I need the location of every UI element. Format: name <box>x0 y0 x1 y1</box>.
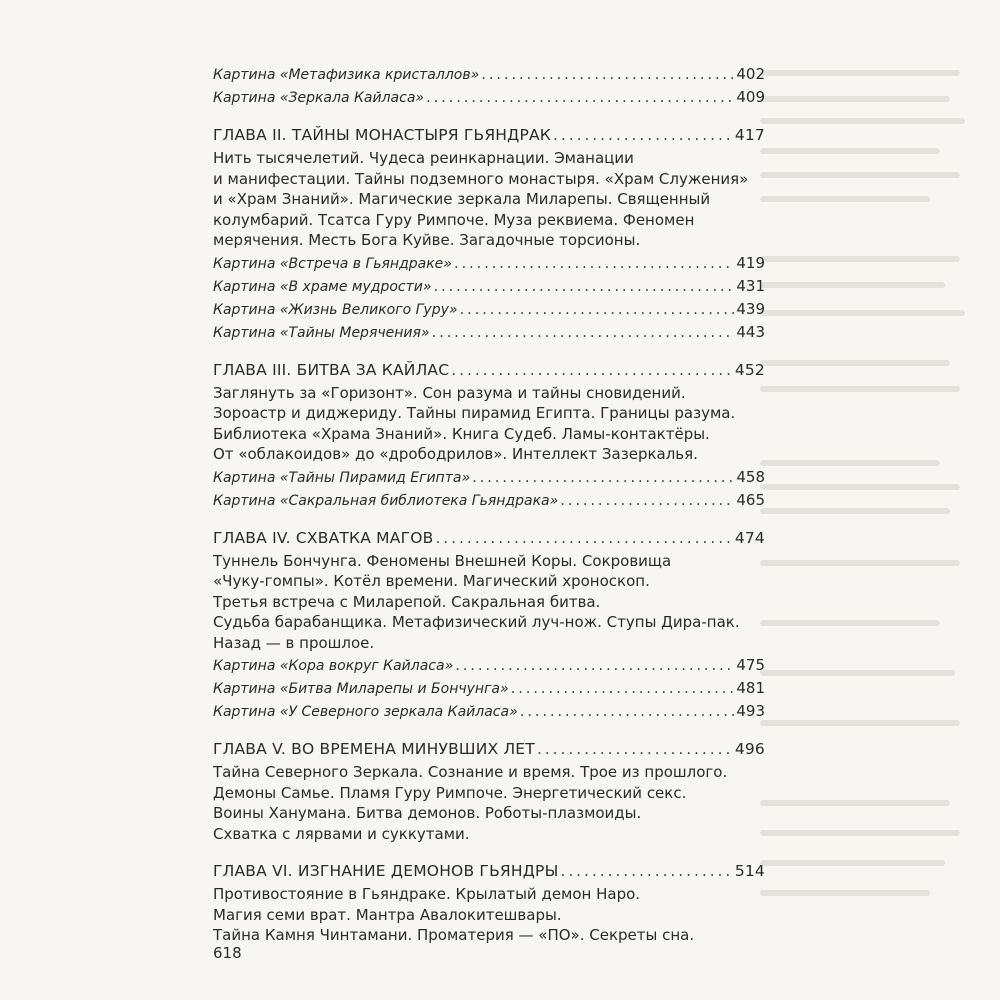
toc-entry-page: 402 <box>736 65 765 83</box>
toc-entry-page: 431 <box>736 276 765 295</box>
toc-entry-title: Картина «У Северного зеркала Кайласа» <box>213 704 518 720</box>
toc-entry-page: 514 <box>734 862 765 880</box>
toc-entry-title: Картина «Битва Миларепы и Бончунга» <box>213 681 509 697</box>
toc-leader-dots <box>451 359 733 382</box>
toc-entry-title: Картина «Тайны Пирамид Египта» <box>213 469 471 486</box>
chapter-description: Туннель Бончунга. Феномены Внешней Коры. Сокровища «Чуку-гомпы». Котёл времени. Магический хроноскоп. Третья встреча с Миларепой. Сакральная битва. Судьба барабанщика. Метафизический луч-нож. Ступы Дира-пак. Назад — в прошлое. <box>213 551 740 652</box>
toc-entry-title: ГЛАВА II. ТАЙНЫ МОНАСТЫРЯ ГЬЯНДРАК <box>213 126 552 144</box>
toc-leader-dots <box>537 738 733 761</box>
toc-entry-page: 443 <box>736 322 765 341</box>
toc-chapter-entry <box>213 738 765 761</box>
toc-entry-title: ГЛАВА VI. ИЗГНАНИЕ ДЕМОНОВ ГЬЯНДРЫ <box>213 862 559 880</box>
chapter-description: Противостояние в Гьяндраке. Крылатый демон Наро. Магия семи врат. Мантра Авалокитешвары. Тайна Камня Чинтамани. Проматерия — «ПО». Секреты сна. <box>213 885 695 944</box>
toc-leader-dots <box>432 321 735 344</box>
toc-entry-title: ГЛАВА V. ВО ВРЕМЕНА МИНУВШИХ ЛЕТ <box>213 740 535 758</box>
bleed-through-text <box>760 60 980 940</box>
toc-entry-page: 475 <box>736 656 765 674</box>
toc-entry-title: Картина «Встреча в Гьяндраке» <box>213 255 452 272</box>
toc-entry-page: 458 <box>736 467 765 486</box>
toc-picture-entry <box>213 321 765 344</box>
chapter-description: Заглянуть за «Горизонт». Сон разума и тайны сновидений. Зороастр и диджериду. Тайны пирамид Египта. Границы разума. Библиотека «Храма Знаний». Книга Судеб. Ламы-контактёры. От «облакоидов» до «дрободрилов». Интеллект Зазеркалья. <box>213 383 736 463</box>
toc-picture-entry <box>213 489 765 512</box>
toc-entry-page: 465 <box>736 490 765 509</box>
toc-chapter-entry <box>213 860 765 883</box>
chapter-gap <box>213 723 765 738</box>
toc-entry-title: Картина «Зеркала Кайласа» <box>213 90 425 106</box>
toc-leader-dots <box>426 86 734 109</box>
toc-entry-title: Картина «Сакральная библиотека Гьяндрака» <box>213 492 559 509</box>
toc-leader-dots <box>481 63 734 86</box>
toc-chapter-entry <box>213 527 765 550</box>
toc-leader-dots <box>460 298 735 321</box>
toc-entry-page: 474 <box>734 528 765 547</box>
chapter-gap <box>213 344 765 359</box>
toc-picture-entry <box>213 677 765 700</box>
toc-picture-entry <box>213 466 765 489</box>
chapter-gap <box>213 845 765 860</box>
toc-entry-title: Картина «В храме мудрости» <box>213 278 432 295</box>
toc-leader-dots <box>560 860 732 883</box>
toc-leader-dots <box>511 677 735 700</box>
toc-entry-page: 439 <box>736 299 765 318</box>
table-of-contents <box>213 63 765 947</box>
toc-entry-page: 419 <box>736 253 765 272</box>
chapter-description: Нить тысячелетий. Чудеса реинкарнации. Эманации и манифестации. Тайны подземного монастыря. «Храм Служения» и «Храм Знаний». Магические зеркала Миларепы. Священный колумбарий. Тсатса Гуру Римпоче. Муза реквиема. Феномен мерячения. Месть Бога Куйве. Загадочные торсионы. <box>213 149 749 249</box>
toc-picture-entry <box>213 63 765 86</box>
toc-entry-page: 493 <box>736 702 765 720</box>
toc-entry-page: 409 <box>736 88 765 106</box>
toc-chapter-entry <box>213 124 765 147</box>
toc-leader-dots <box>435 527 732 550</box>
toc-leader-dots <box>455 654 734 677</box>
toc-entry-title: Картина «Жизнь Великого Гуру» <box>213 301 458 318</box>
toc-picture-entry <box>213 86 765 109</box>
toc-entry-title: Картина «Кора вокруг Кайласа» <box>213 658 454 674</box>
toc-leader-dots <box>553 124 733 147</box>
toc-entry-page: 481 <box>736 679 765 697</box>
toc-entry-page: 417 <box>734 126 765 144</box>
toc-leader-dots <box>433 275 734 298</box>
page-number: 618 <box>213 944 242 962</box>
chapter-gap <box>213 512 765 527</box>
toc-entry-title: ГЛАВА IV. СХВАТКА МАГОВ <box>213 528 434 547</box>
toc-picture-entry <box>213 252 765 275</box>
toc-entry-title: Картина «Метафизика кристаллов» <box>213 67 480 83</box>
toc-entry-title: Картина «Тайны Мерячения» <box>213 324 430 341</box>
toc-leader-dots <box>520 700 735 723</box>
toc-picture-entry <box>213 298 765 321</box>
chapter-description: Тайна Северного Зеркала. Сознание и время. Трое из прошлого. Демоны Самье. Пламя Гуру Римпоче. Энергетический секс. Воины Ханумана. Битва демонов. Роботы-плазмоиды. Схватка с лярвами и суккутами. <box>213 763 728 843</box>
toc-entry-title: ГЛАВА III. БИТВА ЗА КАЙЛАС <box>213 360 450 379</box>
toc-picture-entry <box>213 654 765 677</box>
toc-picture-entry <box>213 700 765 723</box>
toc-picture-entry <box>213 275 765 298</box>
toc-entry-page: 452 <box>734 360 765 379</box>
toc-leader-dots <box>454 252 734 275</box>
toc-leader-dots <box>560 489 734 512</box>
chapter-gap <box>213 109 765 124</box>
toc-entry-page: 496 <box>734 740 765 758</box>
toc-leader-dots <box>472 466 734 489</box>
toc-chapter-entry <box>213 359 765 382</box>
